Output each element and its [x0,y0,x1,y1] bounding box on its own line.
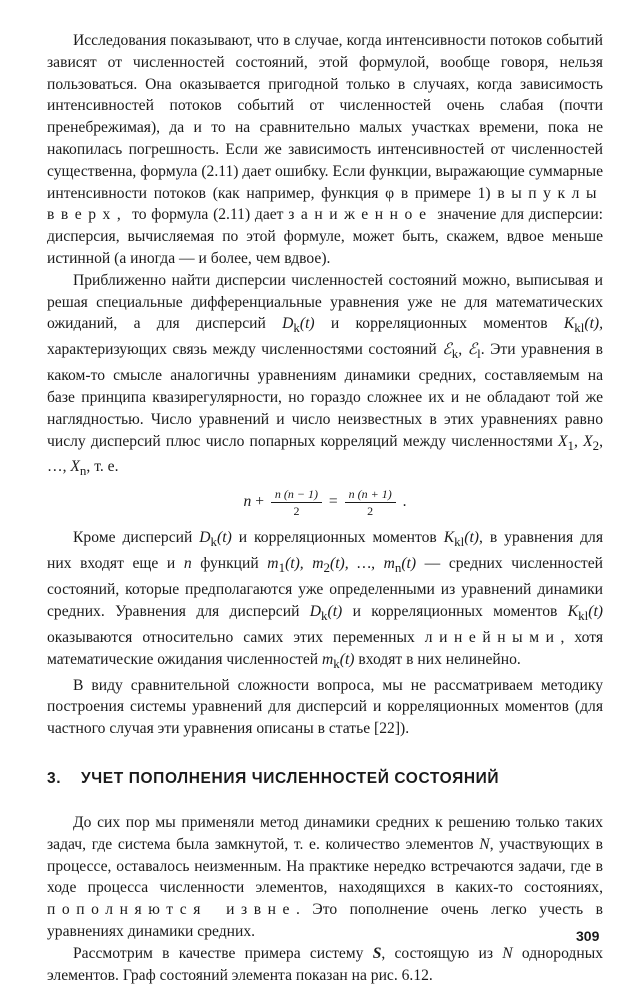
math-sub: 1 [567,437,575,453]
text: однородных элементов. Граф состояний элемента показан на рис. 6.12. [47,944,603,984]
math: (t) [217,529,232,547]
text: . Это пополнение очень легко учесть в уравнениях динамики средних. [47,901,603,940]
text: . Эти уравнения в каком-то смысле аналогичны уравнениям динамики средних, составляемым на базе принципа квазирегулярности, но гораздо сложнее их и не обладают той же наглядностью. Число уравнений и число неизвестных в этих уравнениях равно числу дисперсий плюс число попарных корреляций между численностями [47,341,603,450]
math: (t), [285,555,313,573]
text: и корреляционных моментов [342,602,568,620]
text: , [574,432,584,450]
math-sub: k [293,320,300,336]
math-sub: 1 [278,560,286,576]
math: K [567,602,579,620]
fraction-denominator: 2 [293,504,300,519]
math: N [479,835,490,853]
text: оказываются относительно самих этих переменных [47,628,425,646]
text: , т. е. [86,458,119,476]
math-sub: k [210,534,218,550]
fraction-numerator: n (n + 1) [345,487,396,503]
spaced-emphasis: линейными [424,628,561,646]
math: n [183,555,192,573]
math: m [267,555,279,573]
math: K [563,315,575,333]
text: , в уравнения для них входят еще и [47,529,603,573]
paragraph-4 [47,675,603,740]
text: функций [191,555,268,573]
text: До сих пор мы применяли метод динамики средних к решению только таких задач, где система была замкнутой, т. е. количество элементов [47,813,603,853]
math: X [70,458,80,476]
math: m [383,555,395,573]
text: характеризующих связь между численностями состояний [47,341,443,359]
math-sub: k [321,608,328,624]
paragraph-1 [47,30,603,270]
math: (t) [588,602,603,620]
spaced-emphasis: пополняются извне [47,901,296,919]
text: — средних численностей состояний, которые предполагаются уже определенными из уравнений динамики средних. Уравнения для дисперсий [47,555,603,620]
math: ℰ [467,341,478,359]
math-sub: n [394,560,402,576]
math-sub: kl [578,608,589,624]
math-sub: k [451,346,459,362]
math: m [322,650,334,668]
fraction-denominator: 2 [367,504,374,519]
fraction-1 [271,487,322,518]
math: D [199,529,211,547]
text: Приближенно найти дисперсии численностей состояний можно, выписывая и решая специальные дифференциальные уравнения уже не для математических ожиданий, а для дисперсий [47,271,603,333]
math-sub: kl [454,534,465,550]
text: , …, [47,432,604,476]
formula-operator: = [325,493,342,511]
text: то формула (2.11) дает [127,206,289,224]
math: (t) [339,650,355,668]
math-sub: 2 [592,437,600,453]
page-body [47,30,603,986]
text: Рассмотрим в качестве примера систему [73,944,373,962]
math: N [502,944,513,962]
math-sub: l [477,346,481,362]
section-title: УЧЕТ ПОПОЛНЕНИЯ ЧИСЛЕННОСТЕЙ СОСТОЯНИЙ [81,769,500,787]
text: , [458,341,468,359]
text: , состоящую из [381,944,503,962]
math: (t) [401,555,417,573]
fraction-numerator: n (n − 1) [271,487,322,503]
formula-term: n [243,493,252,511]
paragraph-5 [47,812,603,943]
text: входят в них нелинейно. [354,650,521,668]
math: (t), …, [330,555,384,573]
paragraph-6 [47,943,603,987]
math: X [583,432,593,450]
math: (t) [327,602,343,620]
math: ℰ [442,341,452,359]
spaced-emphasis: заниженное [288,206,433,224]
math: (t), [584,315,603,333]
math: D [282,315,294,333]
text: и корреляционных моментов [314,315,564,333]
text: значение для дисперсии: дисперсия, вычисляемая по этой формуле, может быть, скажем, вдвое меньше истинной (а иногда — и более, чем вдвое). [47,206,603,267]
text: и корреляционных моментов [231,529,444,547]
text: В виду сравнительной сложности вопроса, мы не рассматриваем методику построения системы уравнений для дисперсий и корреляционных моментов (для частного случая эти уравнения описаны в статье [22]). [47,676,603,738]
paragraph-3 [47,527,603,674]
formula-operator: + [251,493,268,511]
section-heading [47,770,603,788]
math: (t) [464,529,479,547]
text: , хотя математические ожидания численностей [47,628,603,668]
math-sub: n [79,463,87,479]
math: m [312,555,324,573]
section-number: 3. [47,769,62,787]
page-number: 309 [576,928,600,944]
math: D [309,602,322,620]
math-sub: kl [574,320,585,336]
formula-operator: . [398,493,407,511]
spaced-emphasis: выпуклы вверх, [47,184,603,224]
paragraph-2 [47,270,603,483]
fraction-2 [345,487,396,518]
math-sub: k [333,655,340,671]
math: K [443,529,455,547]
math-sub: 2 [323,560,331,576]
formula [47,487,603,518]
math: X [557,432,568,450]
math: (t) [299,315,315,333]
math: S [372,944,382,962]
text: Кроме дисперсий [73,529,200,547]
text: Исследования показывают, что в случае, когда интенсивности потоков событий зависят от численностей состояний, этой формулой, вообще говоря, нельзя пользоваться. Она оказывается пригодной только в случаях, когда зависимость интенсивностей потоков событий от численностей очень слабая (почти пренебрежимая), да и то на сравнительно малых участках времени, пока не накопилась погрешность. Если же зависимость интенсивностей от численностей существенна, формула (2.11) дает ошибку. Если функции, выражающие суммарные интенсивности потоков (как например, функция φ в примере 1) [47,32,603,202]
text: , участвующих в процессе, оставалось неизменным. На практике нередко встречаются задачи, где в ходе процесса численности элементов, находящихся в каких-то состояниях, [47,835,604,897]
